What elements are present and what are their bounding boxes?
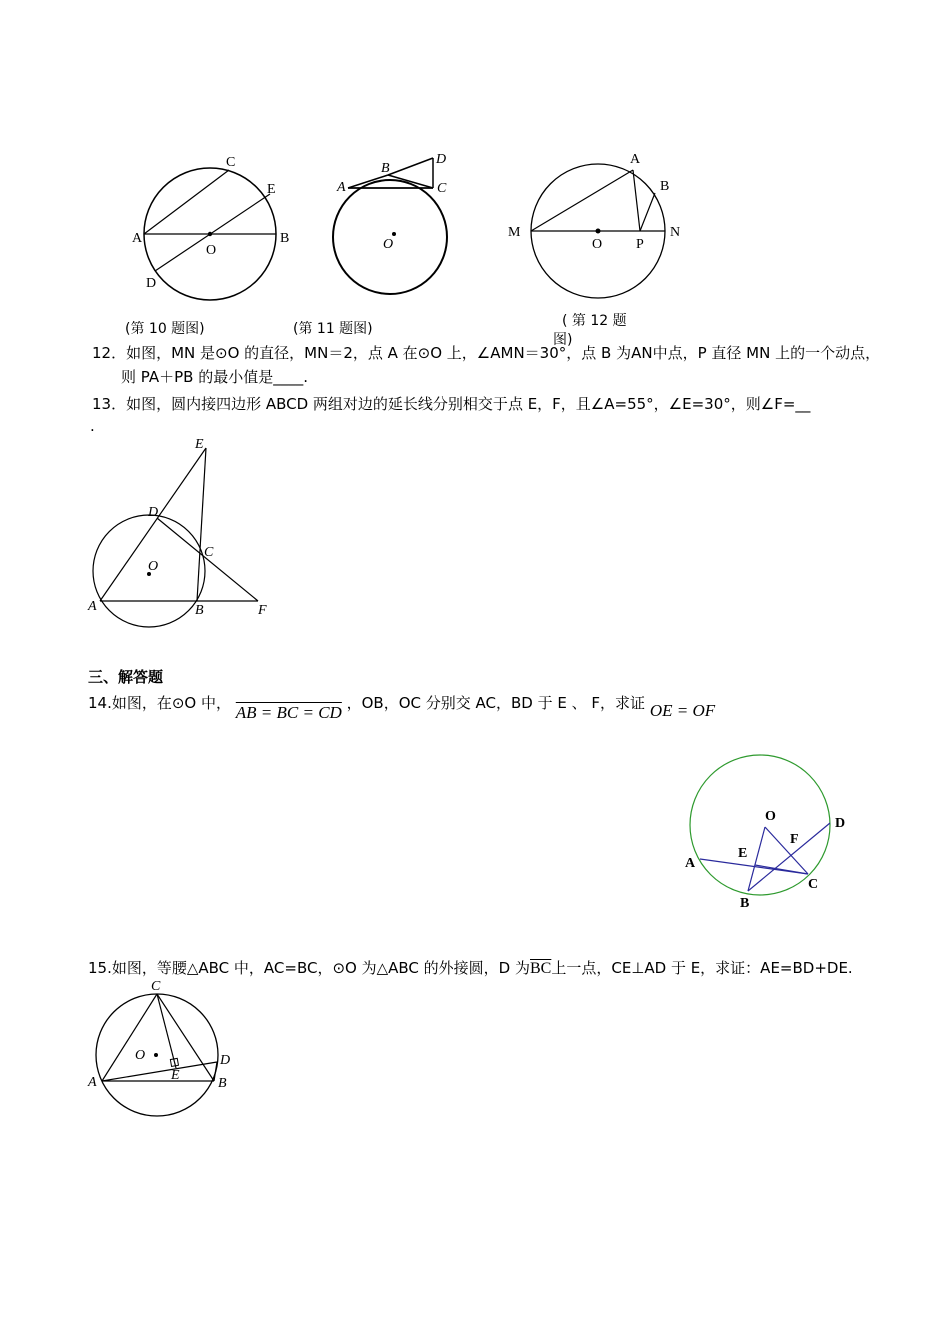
figure-13 <box>80 430 280 635</box>
fig15-line-ce <box>157 994 176 1068</box>
q15-arc: $\overline{BC}$ <box>530 960 552 977</box>
fig12-caption-line1: ( 第 12 题 <box>562 313 627 329</box>
fig10-label-b: B <box>280 231 290 246</box>
fig12-seg-pb <box>640 193 655 231</box>
fig11-label-d: D <box>436 152 447 167</box>
fig13-label-c: C <box>204 545 214 560</box>
fig15-line-bc <box>157 994 214 1081</box>
fig13-label-b: B <box>195 603 204 618</box>
fig14-line-oc <box>765 827 808 874</box>
fig10-label-d: D <box>146 276 157 291</box>
fig10-label-a: A <box>132 231 143 246</box>
figure-11 <box>325 148 465 308</box>
fig12-seg-ap <box>633 170 640 231</box>
fig13-label-f: F <box>258 603 267 618</box>
fig11-label-o: O <box>383 237 394 252</box>
fig15-line-ac <box>102 994 157 1081</box>
fig12-label-p: P <box>636 237 644 252</box>
fig14-circle <box>690 755 830 895</box>
fig14-label-a: A <box>685 856 696 871</box>
figure-14 <box>680 745 870 915</box>
section-3-title: 三、解答题 <box>88 668 164 686</box>
fig12-caption-line2: 图) <box>553 332 573 348</box>
fig13-line-ae <box>100 448 206 601</box>
fig13-label-e: E <box>195 437 204 452</box>
fig10-chord-ac <box>144 170 229 234</box>
fig15-line-bd <box>214 1062 217 1081</box>
fig11-label-a: A <box>337 180 346 195</box>
figure-12 <box>505 148 695 308</box>
q15-prefix: 15.如图，等腰△ABC 中，AC=BC，⊙O 为△ABC 的外接圆，D 为 <box>88 959 530 977</box>
fig15-label-d: D <box>220 1053 231 1068</box>
q14-middle: ，OB，OC 分别交 AC，BD 于 E 、 F，求证 <box>346 694 646 712</box>
fig12-label-n: N <box>670 225 681 240</box>
q14-text <box>88 692 716 722</box>
fig12-label-m: M <box>508 225 521 240</box>
fig10-label-c: C <box>226 155 236 170</box>
q14-conclusion: OE = OF <box>649 701 716 720</box>
q13-line1: 13．如图，圆内接四边形 ABCD 两组对边的延长线分别相交于点 E，F，且∠A=55°，∠E=30°，则∠F=__ <box>92 395 811 413</box>
fig13-label-a: A <box>88 599 97 614</box>
figure-10 <box>125 150 300 310</box>
fig14-line-ec <box>755 865 808 874</box>
fig11-label-b: B <box>381 161 390 176</box>
fig12-label-a: A <box>630 152 641 167</box>
fig11-center-dot <box>392 232 396 236</box>
q12-line1: 12．如图，MN 是⊙O 的直径，MN＝2，点 A 在⊙O 上，∠AMN＝30°，点 B 为AN中点，P 直径 MN 上的一个动点， <box>92 344 881 362</box>
q14-prefix: 14.如图，在⊙O 中， <box>88 694 231 712</box>
fig14-label-c: C <box>808 877 819 892</box>
fig14-label-o: O <box>765 809 776 824</box>
fig10-label-o: O <box>206 243 217 258</box>
fig12-center-dot <box>596 229 601 234</box>
fig12-label-o: O <box>592 237 603 252</box>
fig15-label-b: B <box>218 1076 227 1091</box>
fig12-label-b: B <box>660 179 670 194</box>
fig10-label-e: E <box>267 182 276 197</box>
fig14-line-ob <box>748 827 765 891</box>
fig15-label-c: C <box>151 979 161 994</box>
fig15-center-dot <box>154 1053 158 1057</box>
fig13-label-d: D <box>148 505 159 520</box>
fig14-label-f: F <box>790 832 799 847</box>
fig15-label-o: O <box>135 1048 146 1063</box>
fig12-seg-ma <box>531 170 633 231</box>
fig10-center-dot <box>208 232 212 236</box>
q14-arc-equation: AB = BC = CD <box>235 703 342 722</box>
fig15-label-e: E <box>171 1068 180 1083</box>
fig14-label-d: D <box>835 816 846 831</box>
fig11-seg-bd <box>388 158 433 175</box>
fig15-line-ad <box>102 1062 217 1081</box>
fig13-label-o: O <box>148 559 159 574</box>
fig14-label-e: E <box>738 846 748 861</box>
fig11-seg-bc <box>388 175 433 188</box>
fig15-label-a: A <box>88 1075 97 1090</box>
figure-15 <box>80 975 250 1125</box>
q15-suffix: 上一点，CE⊥AD 于 E，求证：AE=BD+DE. <box>551 959 853 977</box>
fig11-label-c: C <box>437 181 447 196</box>
q13-line2: . <box>90 417 95 435</box>
fig11-caption: (第 11 题图) <box>293 321 373 337</box>
fig10-caption: (第 10 题图) <box>125 321 205 337</box>
q12-line2: 则 PA＋PB 的最小值是____. <box>121 368 308 386</box>
fig14-label-b: B <box>740 896 750 911</box>
fig10-chord-de <box>155 194 270 271</box>
